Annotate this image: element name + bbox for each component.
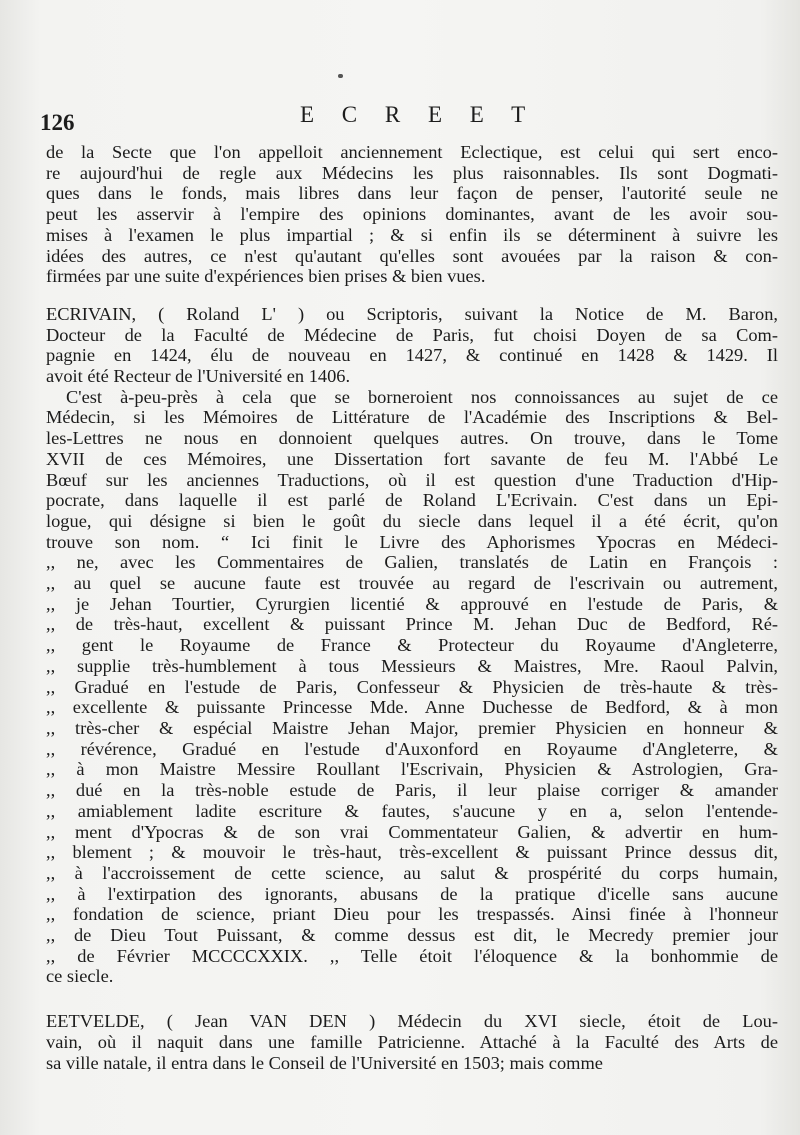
text-line: ,, très-cher & espécial Maistre Jehan Major, premier Physicien en honneur &: [46, 717, 778, 738]
text-line: ,, Gradué en l'estude de Paris, Confesseur & Physicien de très-haute & très-: [46, 676, 778, 697]
text-line: idées des autres, ce n'est qu'autant qu'elles sont avouées par la raison & con-: [46, 245, 778, 266]
text-line: EETVELDE, ( Jean VAN DEN ) Médecin du XVI siecle, étoit de Lou-: [46, 1011, 778, 1032]
text-line: ,, à l'extirpation des ignorants, abusans de la pratique d'icelle sans aucune: [46, 883, 778, 904]
text-line: pocrate, dans laquelle il est parlé de Roland L'Ecrivain. C'est dans un Epi-: [46, 490, 778, 511]
text-line: ,, de Février MCCCCXXIX. ,, Telle étoit l'éloquence & la bonhommie de: [46, 945, 778, 966]
text-line: ,, amiablement ladite escriture & fautes, s'aucune y en a, selon l'entende-: [46, 800, 778, 821]
text-line: ,, supplie très-humblement à tous Messieurs & Maistres, Mre. Raoul Palvin,: [46, 655, 778, 676]
text-line: ,, excellente & puissante Princesse Mde. Anne Duchesse de Bedford, & à mon: [46, 697, 778, 718]
text-line: ,, ne, avec les Commentaires de Galien, translatés de Latin en François :: [46, 552, 778, 573]
text-line: ,, de Dieu Tout Puissant, & comme dessus est dit, le Mecredy premier jour: [46, 925, 778, 946]
text-line: re aujourd'hui de regle aux Médecins les plus raisonnables. Ils sont Dogmati-: [46, 162, 778, 183]
text-line: ,, fondation de science, priant Dieu pour les trespassés. Ainsi finée à l'honneur: [46, 904, 778, 925]
text-line: C'est à-peu-près à cela que se borneroient nos connoissances au sujet de ce: [66, 386, 778, 407]
running-head: E C R E E T: [300, 102, 537, 127]
text-line: ,, dué en la très-noble estude de Paris, il leur plaise corriger & amander: [46, 780, 778, 801]
text-line: les-Lettres ne nous en donnoient quelques autres. On trouve, dans le Tome: [46, 428, 778, 449]
text-line: Docteur de la Faculté de Médecine de Paris, fut choisi Doyen de sa Com-: [46, 324, 778, 345]
text-line: ,, de très-haut, excellent & puissant Prince M. Jehan Duc de Bedford, Ré-: [46, 614, 778, 635]
ink-speck: [338, 74, 343, 78]
text-line: firmées par une suite d'expériences bien prises & bien vues.: [46, 266, 486, 287]
text-line: ,, au quel se aucune faute est trouvée au regard de l'escrivain ou autrement,: [46, 573, 778, 594]
text-line: ce siecle.: [46, 966, 114, 987]
text-line: ,, révérence, Gradué en l'estude d'Auxonford en Royaume d'Angleterre, &: [46, 738, 778, 759]
entry-eetvelde: [46, 1011, 778, 1073]
text-block: [46, 142, 778, 1073]
text-line: XVII de ces Mémoires, une Dissertation fort savante de feu M. l'Abbé Le: [46, 448, 778, 469]
text-line: ECRIVAIN, ( Roland L' ) ou Scriptoris, suivant la Notice de M. Baron,: [46, 303, 778, 324]
text-line: ,, gent le Royaume de France & Protecteur du Royaume d'Angleterre,: [46, 635, 778, 656]
page-number: 126: [40, 110, 75, 135]
entry-ecrivain: [46, 304, 778, 387]
text-line: de la Secte que l'on appelloit anciennement Eclectique, est celui qui sert enco-: [46, 142, 778, 162]
text-line: pagnie en 1424, élu de nouveau en 1427, & continué en 1428 & 1429. Il: [46, 345, 778, 366]
text-line: Bœuf sur les anciennes Traductions, où il est question d'une Traduction d'Hip-: [46, 469, 778, 490]
text-line: sa ville natale, il entra dans le Conseil de l'Université en 1503; mais comme: [46, 1052, 603, 1073]
text-line: trouve son nom. “ Ici finit le Livre des Aphorismes Ypocras en Médeci-: [46, 531, 778, 552]
text-line: vain, où il naquit dans une famille Patricienne. Attaché à la Faculté des Arts de: [46, 1031, 778, 1052]
page-header: [40, 100, 780, 135]
text-line: ,, ment d'Ypocras & de son vrai Commentateur Galien, & advertir en hum-: [46, 821, 778, 842]
text-line: Médecin, si les Mémoires de Littérature de l'Académie des Inscriptions & Bel-: [46, 407, 778, 428]
text-line: avoit été Recteur de l'Université en 1406.: [46, 366, 351, 387]
text-line: ,, à l'accroissement de cette science, au salut & prospérité du corps humain,: [46, 862, 778, 883]
paragraph-continuation: [46, 142, 778, 287]
text-line: ,, à mon Maistre Messire Roullant l'Escrivain, Physicien & Astrologien, Gra-: [46, 759, 778, 780]
text-line: logue, qui désigne si bien le goût du siecle dans lequel il a été écrit, qu'on: [46, 510, 778, 531]
text-line: ,, blement ; & mouvoir le très-haut, très-excellent & puissant Prince dessus dit,: [46, 842, 778, 863]
text-line: ,, je Jehan Tourtier, Cyrurgien licentié & approuvé en l'estude de Paris, &: [46, 593, 778, 614]
text-line: mises à l'examen le plus impartial ; & si enfin ils se déterminent à suivre les: [46, 224, 778, 245]
text-line: peut les asservir à l'empire des opinions dominantes, avant de les avoir sou-: [46, 204, 778, 225]
text-line: ques dans le fonds, mais libres dans leur façon de penser, l'autorité seule ne: [46, 183, 778, 204]
paragraph-ecrivain-epilogue: [46, 387, 778, 987]
